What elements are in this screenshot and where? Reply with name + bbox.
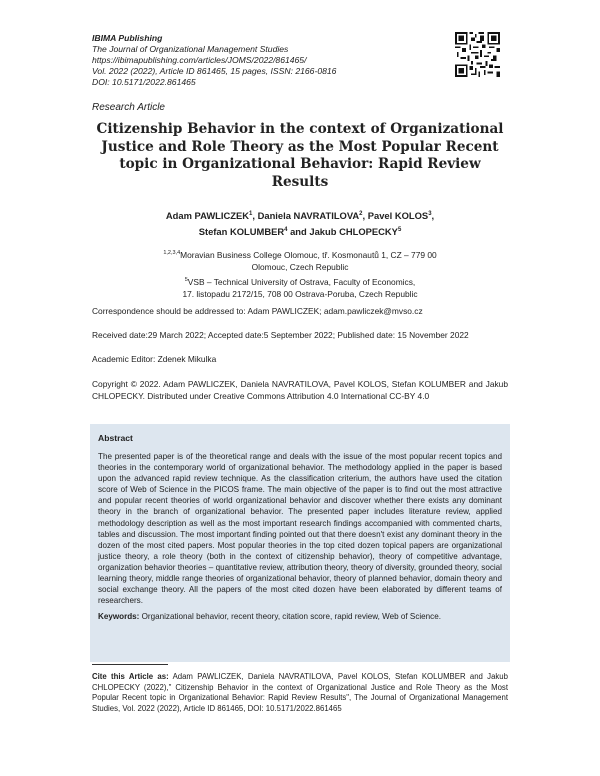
affiliation-sup: 5 xyxy=(184,276,188,283)
affiliation-line: Moravian Business College Olomouc, tř. Kosmonautů 1, CZ – 779 00 xyxy=(180,249,437,260)
citation-text: Adam PAWLICZEK, Daniela NAVRATILOVA, Pavel KOLOS, Stefan KOLUMBER and Jakub CHLOPECKY (2022)," Citizenship Behavior in the context of Organizational Justice and Role Theory as the Most Popular Recent topic in Organizational Behavior: Rapid Review Results", The Journal of Organizational Management Studies, Vol. 2022 (2022), Article ID 861465, DOI: 10.5171/2022.861465 xyxy=(92,672,508,713)
journal-name: The Journal of Organizational Management Studies xyxy=(92,44,289,54)
publication-dates: Received date:29 March 2022; Accepted date:5 September 2022; Published date: 15 November 2022 xyxy=(92,330,469,340)
citation-label: Cite this Article as: xyxy=(92,672,169,681)
keywords xyxy=(98,612,502,621)
volume-info: Vol. 2022 (2022), Article ID 861465, 15 pages, ISSN: 2166-0816 xyxy=(92,66,337,76)
keywords-label: Keywords: xyxy=(98,612,140,622)
abstract-box xyxy=(90,424,510,662)
affiliation-line: Olomouc, Czech Republic xyxy=(251,262,349,273)
journal-header xyxy=(92,33,336,88)
author-sup: 3 xyxy=(428,211,432,217)
copyright-notice: Copyright © 2022. Adam PAWLICZEK, Daniela NAVRATILOVA, Pavel KOLOS, Stefan KOLUMBER and Jakub CHLOPECKY. Distributed under Creative Commons Attribution 4.0 International CC-BY 4.0 xyxy=(92,379,508,401)
citation xyxy=(92,672,508,714)
affiliations xyxy=(92,247,508,300)
author-sup: 2 xyxy=(359,211,363,217)
qr-code-icon xyxy=(455,32,500,77)
affiliation-line: 17. listopadu 2172/15, 708 00 Ostrava-Poruba, Czech Republic xyxy=(182,288,418,299)
author-sup: 5 xyxy=(397,227,402,234)
author-sup: 1 xyxy=(249,211,253,217)
author-name: Daniela NAVRATILOVA xyxy=(257,210,360,222)
author-name: Adam PAWLICZEK xyxy=(165,210,250,222)
author-and: and xyxy=(290,226,307,238)
divider xyxy=(92,664,168,665)
abstract-body: The presented paper is of the theoretical range and deals with the issue of the most popular recent topics and theories in the contemporary world of organizational behavior. The methodology applied in the paper is based upon the advanced rapid review technique. As the classification criterium, the authors have used the citation score of Web of Science in the PICOS frame. The main objective of the paper is to find out the most attractive and popular recent theories of world organizational behavior and discover whether there exists any dominant theory in the branch of organizational behavior. The presented paper includes literature review, applied methodology description as well as the most important research findings accompanied with commented charts, tables and discussion. The most important finding pointed out that there doesn't exist any dominant theory in the dozen of the most cited papers. Most popular theories in the top cited dozen topical papers are organizational justice theory, a role theory (both in the context of citizenship behavior), theory of competitive advantage, organization behavior theories – quantitative review, attribution theory, theory of diversity, grounded theory, social learning theory, middle range theories of organizational behavior, theory of planned behavior, domain theory and social exchange theory. All the papers of the most cited dozen have been elaborated by different teams of researchers. xyxy=(98,452,502,606)
abstract-heading: Abstract xyxy=(98,433,133,443)
author-list: Adam PAWLICZEK$^1$, Daniela NAVRATILOVA$^2$, Pavel KOLOS$^3$, Stefan KOLUMBER$^4$ and Jakub CHLOPECKY$^5$ xyxy=(165,210,435,238)
article-type: Research Article xyxy=(92,102,165,113)
keywords-text: Organizational behavior, recent theory, citation score, rapid review, Web of Science. xyxy=(141,612,441,622)
affiliation-line: VSB – Technical University of Ostrava, Faculty of Economics, xyxy=(187,276,416,287)
paper-title: Citizenship Behavior in the context of Organizational Justice and Role Theory as the Most Popular Recent topic in Organizational Behavior: Rapid Review Results xyxy=(96,121,504,190)
author-name: Stefan KOLUMBER xyxy=(198,226,285,238)
doi: DOI: 10.5171/2022.861465 xyxy=(92,77,196,87)
author-name: Jakub CHLOPECKY xyxy=(309,226,398,238)
article-url[interactable]: https://ibimapublishing.com/articles/JOMS/2022/861465/ xyxy=(92,55,307,65)
publisher-name: IBIMA Publishing xyxy=(92,33,163,43)
academic-editor: Academic Editor: Zdenek Mikulka xyxy=(92,354,217,364)
affiliation-sup: 1,2,3,4 xyxy=(163,250,181,256)
author-sup: 4 xyxy=(284,227,288,234)
correspondence: Correspondence should be addressed to: Adam PAWLICZEK; adam.pawliczek@mvso.cz xyxy=(92,306,423,316)
author-name: Pavel KOLOS xyxy=(367,210,429,222)
